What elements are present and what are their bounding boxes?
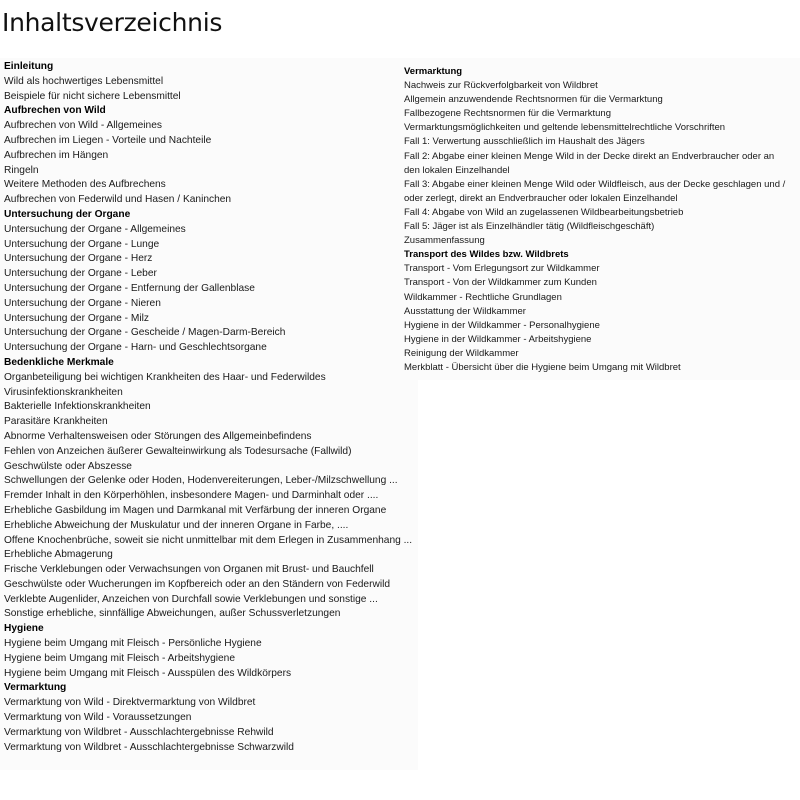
toc-entry[interactable]: Aufbrechen im Hängen: [4, 149, 109, 161]
toc-section-heading: Vermarktung: [404, 66, 463, 77]
toc-section-heading: Vermarktung: [4, 682, 67, 694]
toc-section-heading: Transport des Wildes bzw. Wildbrets: [404, 249, 569, 261]
toc-entry[interactable]: Untersuchung der Organe - Harn- und Geschlechtsorgane: [4, 342, 267, 354]
page-title: Inhaltsverzeichnis: [2, 8, 223, 37]
toc-entry[interactable]: Reinigung der Wildkammer: [404, 347, 519, 359]
toc-entry[interactable]: Frische Verklebungen oder Verwachsungen von Organen mit Brust- und Bauchfell: [4, 564, 374, 576]
toc-entry[interactable]: Vermarktung von Wild - Direktvermarktung von Wildbret: [4, 697, 256, 709]
toc-entry[interactable]: Hygiene beim Umgang mit Fleisch - Arbeitshygiene: [4, 652, 236, 664]
toc-entry[interactable]: Hygiene beim Umgang mit Fleisch - Ausspülen des Wildkörpers: [4, 667, 292, 679]
toc-entry[interactable]: Fremder Inhalt in den Körperhöhlen, insbesondere Magen- und Darminhalt oder ....: [4, 490, 379, 502]
toc-entry[interactable]: Untersuchung der Organe - Leber: [4, 268, 157, 280]
toc-entry[interactable]: Wildkammer - Rechtliche Grundlagen: [404, 291, 562, 303]
toc-entry[interactable]: Vermarktungsmöglichkeiten und geltende lebensmittelrechtliche Vorschriften: [404, 122, 726, 134]
toc-right-column: [398, 58, 800, 380]
toc-entry[interactable]: Fehlen von Anzeichen äußerer Gewalteinwirkung als Todesursache (Fallwild): [4, 445, 352, 457]
toc-entry[interactable]: Wild als hochwertiges Lebensmittel: [4, 75, 164, 87]
toc-entry[interactable]: Offene Knochenbrüche, soweit sie nicht unmittelbar mit dem Erlegen in Zusammenhang ...: [4, 534, 413, 546]
toc-entry[interactable]: Vermarktung von Wild - Voraussetzungen: [4, 712, 192, 724]
toc-entry[interactable]: Virusinfektionskrankheiten: [4, 386, 123, 398]
toc-entry[interactable]: Untersuchung der Organe - Nieren: [4, 297, 161, 309]
toc-entry[interactable]: Sonstige erhebliche, sinnfällige Abweichungen, außer Schussverletzungen: [4, 608, 341, 620]
toc-entry[interactable]: Untersuchung der Organe - Allgemeines: [4, 223, 186, 235]
toc-entry[interactable]: Erhebliche Abweichung der Muskulatur und der inneren Organe in Farbe, ....: [4, 519, 349, 531]
toc-entry[interactable]: Ringeln: [4, 164, 39, 176]
toc-entry[interactable]: Organbeteiligung bei wichtigen Krankheiten des Haar- und Federwildes: [4, 371, 326, 383]
toc-section-heading: Aufbrechen von Wild: [4, 105, 106, 117]
toc-list-right: [404, 65, 785, 375]
toc-entry[interactable]: Zusammenfassung: [404, 235, 485, 247]
toc-entry[interactable]: Untersuchung der Organe - Milz: [4, 312, 149, 324]
toc-entry[interactable]: Hygiene beim Umgang mit Fleisch - Persönliche Hygiene: [4, 638, 262, 650]
toc-entry[interactable]: Parasitäre Krankheiten: [4, 416, 108, 428]
toc-section-heading: Untersuchung der Organe: [4, 208, 131, 220]
toc-section-heading: Hygiene: [4, 623, 44, 635]
toc-entry[interactable]: Hygiene in der Wildkammer - Arbeitshygiene: [404, 333, 592, 345]
toc-entry[interactable]: Geschwülste oder Wucherungen im Kopfbereich oder an den Ständern von Federwild: [4, 578, 391, 590]
toc-entry[interactable]: Allgemein anzuwendende Rechtsnormen für die Vermarktung: [404, 94, 663, 106]
toc-entry[interactable]: Aufbrechen von Federwild und Hasen / Kaninchen: [4, 194, 232, 206]
toc-section-heading: Einleitung: [4, 61, 54, 72]
toc-entry[interactable]: Aufbrechen im Liegen - Vorteile und Nachteile: [4, 134, 212, 146]
toc-entry[interactable]: Geschwülste oder Abszesse: [4, 460, 132, 472]
toc-list-left: [4, 60, 412, 755]
toc-entry[interactable]: Untersuchung der Organe - Gescheide / Magen-Darm-Bereich: [4, 327, 286, 339]
toc-entry[interactable]: Schwellungen der Gelenke oder Hoden, Hodenvereiterungen, Leber-/Milzschwellung ...: [4, 475, 398, 487]
toc-entry[interactable]: Bakterielle Infektionskrankheiten: [4, 401, 151, 413]
toc-entry[interactable]: Beispiele für nicht sichere Lebensmittel: [4, 90, 181, 102]
toc-entry[interactable]: Untersuchung der Organe - Entfernung der Gallenblase: [4, 282, 255, 294]
toc-entry[interactable]: Fall 3: Abgabe einer kleinen Menge Wild oder Wildfleisch, aus der Decke geschlagen und /: [404, 178, 786, 190]
toc-entry[interactable]: Aufbrechen von Wild - Allgemeines: [4, 120, 162, 132]
toc-entry[interactable]: Untersuchung der Organe - Herz: [4, 253, 153, 265]
toc-entry[interactable]: Hygiene in der Wildkammer - Personalhygiene: [404, 319, 600, 331]
toc-entry[interactable]: Fall 4: Abgabe von Wild an zugelassenen Wildbearbeitungsbetrieb: [404, 206, 684, 218]
toc-left-column: [0, 58, 418, 770]
toc-entry[interactable]: Weitere Methoden des Aufbrechens: [4, 179, 166, 191]
toc-entry[interactable]: oder zerlegt, direkt an Endverbraucher oder lokalen Einzelhandel: [404, 192, 678, 204]
toc-entry[interactable]: Ausstattung der Wildkammer: [404, 305, 526, 317]
toc-entry[interactable]: Verklebte Augenlider, Anzeichen von Durchfall sowie Verklebungen und sonstige ...: [4, 593, 378, 605]
toc-entry[interactable]: Vermarktung von Wildbret - Ausschlachtergebnisse Rehwild: [4, 726, 274, 738]
toc-entry[interactable]: Erhebliche Abmagerung: [4, 549, 113, 561]
toc-entry[interactable]: Fallbezogene Rechtsnormen für die Vermarktung: [404, 108, 612, 120]
toc-entry[interactable]: Fall 1: Verwertung ausschließlich im Haushalt des Jägers: [404, 136, 645, 148]
toc-entry[interactable]: Untersuchung der Organe - Lunge: [4, 238, 160, 250]
toc-entry[interactable]: Fall 2: Abgabe einer kleinen Menge Wild in der Decke direkt an Endverbraucher oder an: [404, 150, 775, 162]
toc-entry[interactable]: Erhebliche Gasbildung im Magen und Darmkanal mit Verfärbung der inneren Organe: [4, 504, 387, 516]
toc-entry[interactable]: Fall 5: Jäger ist als Einzelhändler tätig (Wildfleischgeschäft): [404, 221, 655, 233]
toc-entry[interactable]: Transport - Von der Wildkammer zum Kunden: [404, 277, 597, 289]
toc-entry[interactable]: Abnorme Verhaltensweisen oder Störungen des Allgemeinbefindens: [4, 430, 312, 442]
toc-entry[interactable]: Vermarktung von Wildbret - Ausschlachtergebnisse Schwarzwild: [4, 741, 294, 753]
toc-entry[interactable]: Merkblatt - Übersicht über die Hygiene beim Umgang mit Wildbret: [404, 361, 681, 373]
toc-entry[interactable]: Transport - Vom Erlegungsort zur Wildkammer: [404, 263, 600, 275]
toc-entry[interactable]: Nachweis zur Rückverfolgbarkeit von Wildbret: [404, 80, 598, 92]
toc-section-heading: Bedenkliche Merkmale: [4, 356, 114, 368]
toc-entry[interactable]: den lokalen Einzelhandel: [404, 164, 510, 176]
